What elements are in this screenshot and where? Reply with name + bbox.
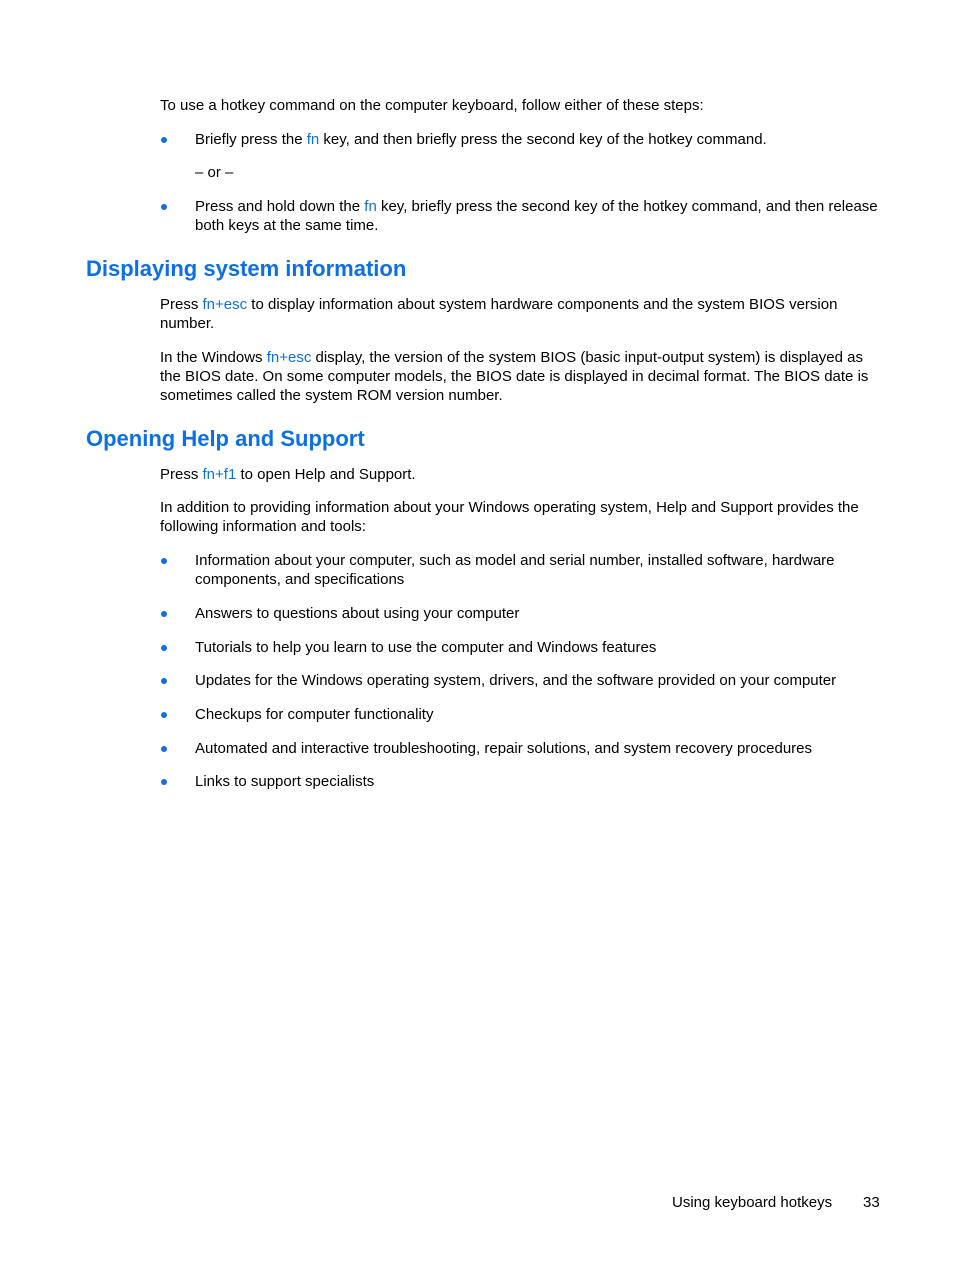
step-2-text-start: Press and hold down the (195, 198, 365, 215)
section-heading-system-information: Displaying system information (86, 256, 407, 281)
step-1-key: fn (306, 131, 320, 148)
system-info-p1-start: Press (160, 296, 203, 313)
bullet-icon (161, 558, 167, 564)
help-paragraph-2: In addition to providing information about your Windows operating system, Help and Support provides the following information and tools: (160, 499, 859, 535)
bullet-icon (161, 204, 167, 210)
list-item: Automated and interactive troubleshooting, repair solutions, and system recovery procedures (195, 740, 812, 757)
step-1-text-end: key, and then briefly press the second key of the hotkey command. (319, 131, 767, 148)
system-info-p2-start: In the Windows (160, 349, 267, 366)
bullet-icon (161, 746, 167, 752)
system-info-p1-end: to display information about system hardware components and the system BIOS version number. (160, 296, 838, 332)
help-p1-key: fn+f1 (202, 466, 237, 483)
section-heading-help-and-support: Opening Help and Support (86, 426, 365, 451)
list-item: Information about your computer, such as model and serial number, installed software, hardware components, and specifications (195, 552, 835, 588)
system-info-paragraph-2 (160, 348, 882, 405)
list-item: Links to support specialists (195, 773, 375, 790)
intro-paragraph: To use a hotkey command on the computer keyboard, follow either of these steps: (160, 97, 704, 114)
step-2-key: fn (364, 198, 377, 215)
footer-page-number: 33 (863, 1194, 880, 1211)
bullet-icon (161, 137, 167, 143)
list-item: Checkups for computer functionality (195, 706, 434, 723)
bullet-icon (161, 611, 167, 617)
help-p1-end: to open Help and Support. (236, 466, 416, 483)
help-p1-start: Press (160, 466, 203, 483)
bullet-icon (161, 678, 167, 684)
bullet-icon (161, 712, 167, 718)
list-item: Updates for the Windows operating system, drivers, and the software provided on your computer (195, 672, 837, 689)
step-2-text-end: key, briefly press the second key of the hotkey command, and then release both keys at the same time. (195, 198, 878, 234)
footer-chapter-title: Using keyboard hotkeys (672, 1194, 833, 1211)
system-info-p2-end: display, the version of the system BIOS (basic input-output system) is displayed as the BIOS date. On some computer models, the BIOS date is displayed in decimal format. The BIOS date is sometimes called the system ROM version number. (160, 349, 869, 404)
list-item: Tutorials to help you learn to use the computer and Windows features (195, 639, 657, 656)
system-info-p1-key: fn+esc (202, 296, 248, 313)
step-1 (195, 130, 883, 149)
system-info-p2-key: fn+esc (266, 349, 312, 366)
bullet-icon (161, 779, 167, 785)
bullet-icon (161, 645, 167, 651)
step-1-text-start: Briefly press the (195, 131, 307, 148)
help-paragraph-1 (160, 465, 882, 484)
or-separator: – or – (195, 164, 234, 181)
list-item: Answers to questions about using your computer (195, 605, 520, 622)
system-info-paragraph-1 (160, 295, 882, 333)
step-2 (195, 197, 883, 235)
